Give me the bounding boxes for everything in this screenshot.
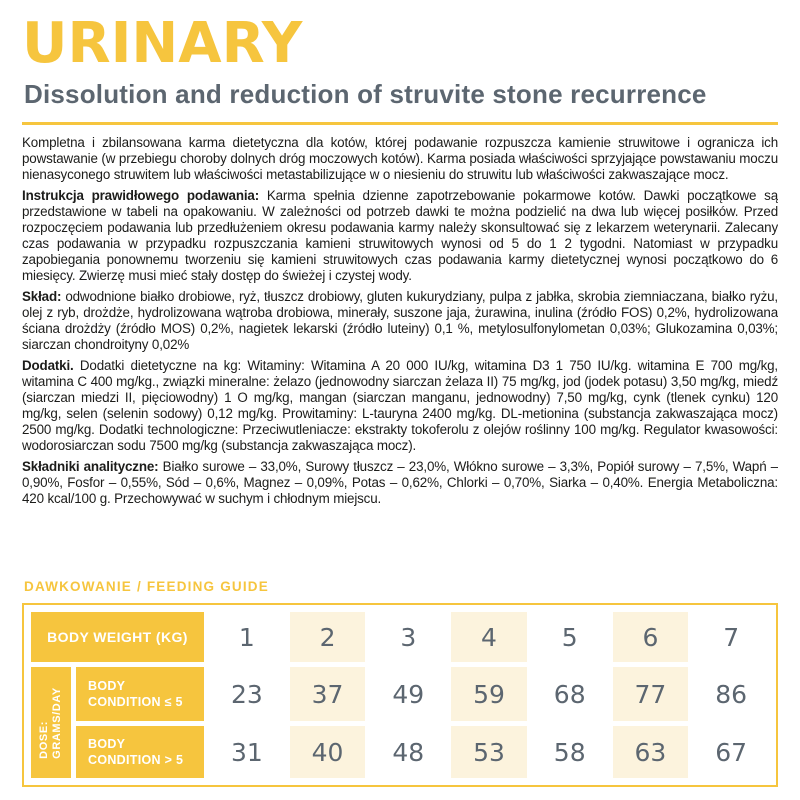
dose-value-cell: 48 xyxy=(370,726,446,778)
intro-paragraph xyxy=(22,135,778,183)
dose-value-cell: 63 xyxy=(613,726,689,778)
weight-value-cell: 5 xyxy=(532,612,608,662)
dose-value-cell: 77 xyxy=(613,667,689,721)
additives-text: Dodatki dietetyczne na kg: Witaminy: Witamina A 20 000 IU/kg, witamina D3 1 750 IU/kg. witamina E 700 mg/kg, witamina C 400 mg/kg., związki mineralne: żelazo (jednowodny siarczan żelaza II) 75 mg/kg, jod (jodek potasu) 3,50 mg/kg, miedź (siarczan miedzi II, pięciowodny) 1 O mg/kg, mangan (siarczan manganu, jednowodny) 7,50 mg/kg, cynk (tlenek cynku) 120 mg/kg, selen (selenin sodowy) 0,12 mg/kg. Prowitaminy: L-tauryna 2400 mg/kg. DL-metionina (substancja zakwaszająca mocz) 2500 mg/kg. Dodatki technologiczne: Przeciwutleniacze: ekstrakty tokoferolu z olejów roślinny 100 mg/kg. Regulator kwasowości: wodorosiarczan sodu 7500 mg/kg (substancja zakwaszająca mocz). xyxy=(22,358,778,453)
analytical-constituents-text: Białko surowe – 33,0%, Surowy tłuszcz – 23,0%, Włókno surowe – 3,3%, Popiół surowy – 7,5%, Wapń – 0,90%, Fosfor – 0,55%, Sód – 0,6%, Magnez – 0,09%, Potas – 0,62%, Chlorki – 0,70%, Siarka – 0,40%. Energia Metaboliczna: 420 kcal/100 g. Przechowywać w suchym i chłodnym miejscu. xyxy=(22,459,778,506)
dose-value-cell: 37 xyxy=(290,667,366,721)
dose-axis-label xyxy=(38,687,64,759)
weight-value-cell: 4 xyxy=(451,612,527,662)
additives-lead: Dodatki. xyxy=(22,358,74,373)
dose-value-cell: 31 xyxy=(209,726,285,778)
dose-axis-cell xyxy=(31,667,71,778)
ingredients-text: odwodnione białko drobiowe, ryż, tłuszcz drobiowy, gluten kukurydziany, pulpa z jabłka, skrobia ziemniaczana, białko ryżu, olej z ryb, drożdże, hydrolizowana wątroba drobiowa, minerały, suszone jaja, żurawina, inulina (źródło FOS) 0,2%, hydrolizowana ściana drożdży (źródło MOS) 0,2%, nagietek lekarski (źródło luteiny) 0,1 %, metylosulfonylometan 0,03%; Glukozamina 0,03%; siarczan chondroityny 0,02% xyxy=(22,289,778,352)
dose-value-cell: 53 xyxy=(451,726,527,778)
dose-label-line1: DOSE: xyxy=(38,720,50,759)
weight-value-cell: 2 xyxy=(290,612,366,662)
analytical-constituents-paragraph xyxy=(22,459,778,507)
page-subtitle: Dissolution and reduction of struvite stone recurrence xyxy=(24,79,707,109)
dose-value-cell: 49 xyxy=(370,667,446,721)
weight-value-cell: 7 xyxy=(693,612,769,662)
dose-value-cell: 68 xyxy=(532,667,608,721)
ingredients-paragraph xyxy=(22,289,778,353)
ingredients-lead: Skład: xyxy=(22,289,62,304)
feeding-instructions-paragraph xyxy=(22,188,778,284)
condition-row-label: BODY CONDITION ≤ 5 xyxy=(76,667,204,721)
condition-row-label: BODY CONDITION > 5 xyxy=(76,726,204,778)
intro-paragraph-text: Kompletna i zbilansowana karma dietetyczna dla kotów, której podawanie rozpuszcza kamienie struwitowe i ogranicza ich powstawanie (w przebiegu choroby dolnych dróg moczowych kotów). Karma posiada właściwości sprzyjające powstawaniu moczu nienasyconego struwitem lub właściwości metastabilizujące w o niesieniu do struwitu lub właściwości zakwaszające mocz. xyxy=(22,135,778,182)
weight-value-cell: 1 xyxy=(209,612,285,662)
weight-value-cell: 6 xyxy=(613,612,689,662)
dose-label-line2: GRAMS/DAY xyxy=(51,686,63,759)
feeding-guide-table xyxy=(22,603,778,787)
additives-paragraph xyxy=(22,358,778,454)
dose-value-cell: 67 xyxy=(693,726,769,778)
dose-value-cell: 59 xyxy=(451,667,527,721)
dose-value-cell: 58 xyxy=(532,726,608,778)
dose-value-cell: 23 xyxy=(209,667,285,721)
description-block xyxy=(22,135,778,573)
feeding-guide-title: DAWKOWANIE / FEEDING GUIDE xyxy=(24,579,269,594)
weight-value-cell: 3 xyxy=(370,612,446,662)
analytical-constituents-lead: Składniki analityczne: xyxy=(22,459,159,474)
body-weight-header-cell: BODY WEIGHT (KG) xyxy=(31,612,204,662)
dose-value-cell: 86 xyxy=(693,667,769,721)
page-title: URINARY xyxy=(22,11,303,76)
feeding-instructions-text: Karma spełnia dzienne zapotrzebowanie pokarmowe kotów. Dawki początkowe są przedstawione w tabeli na opakowaniu. W zależności od potrzeb dawki te można podzielić na dwa lub więcej posiłków. Przed rozpoczęciem podawania lub przedłużeniem okresu podawania karmy należy skonsultować się z lekarzem weterynarii. Zalecany czas podawania w przypadku rozpuszczania kamieni struwitowych wynosi od 5 do 1 2 tygodni. Natomiast w przypadku zapobiegania ponownemu tworzeniu się kamieni struwitowych czas podawania karmy dietetycznej wynosi początkowo do 6 miesięcy. Zwierzę musi mieć stały dostęp do świeżej i czystej wody. xyxy=(22,188,778,283)
dose-value-cell: 40 xyxy=(290,726,366,778)
feeding-instructions-lead: Instrukcja prawidłowego podawania: xyxy=(22,188,260,203)
header-divider xyxy=(22,122,778,125)
